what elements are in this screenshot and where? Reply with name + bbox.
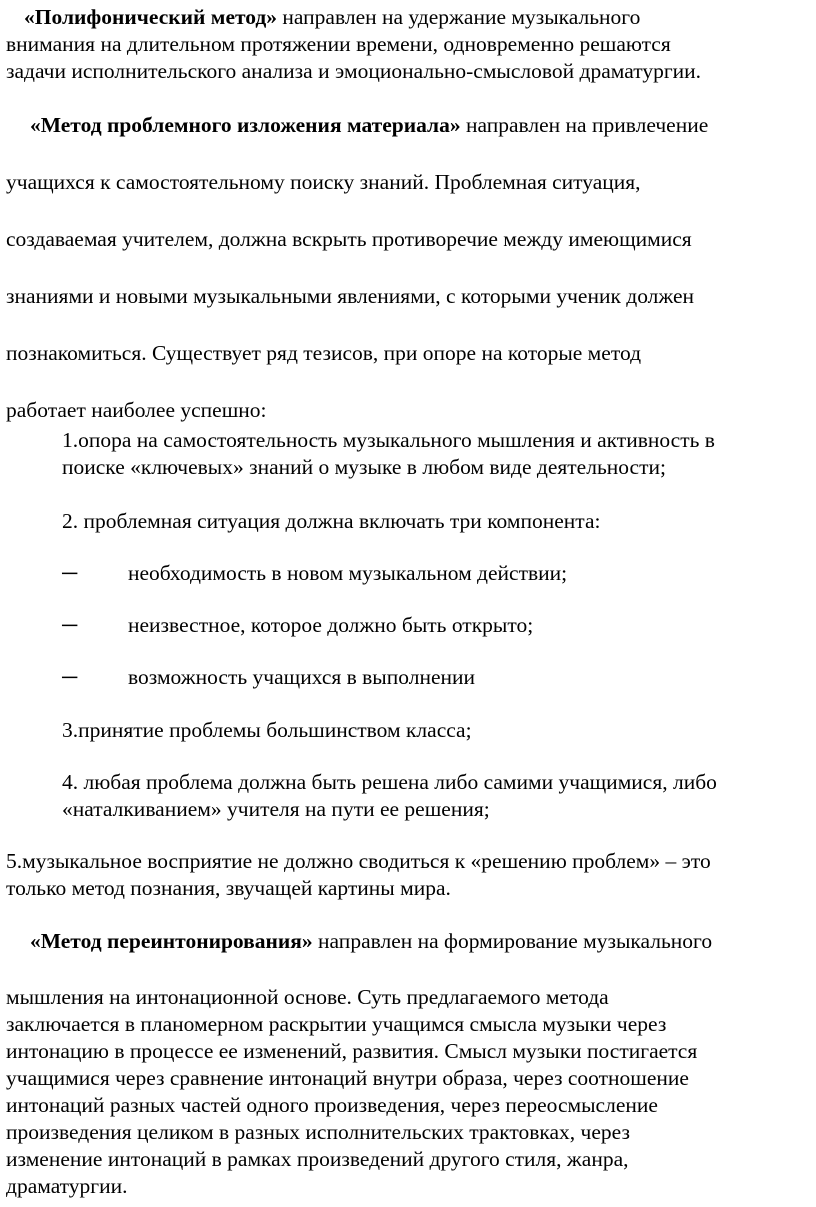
paragraph-line: изменение интонаций в рамках произведений другого стиля, жанра, (6, 1147, 629, 1171)
term-reintonation-method: «Метод переинтонирования» (30, 929, 313, 953)
term-problem-method: «Метод проблемного изложения материала» (30, 113, 461, 137)
paragraph-line: познакомиться. Существует ряд тезисов, при опоре на которые метод (6, 341, 642, 365)
paragraph-line: учащимися через сравнение интонаций внутри образа, через соотношение (6, 1066, 689, 1090)
paragraph-line: знаниями и новыми музыкальными явлениями, с которыми ученик должен (6, 284, 695, 308)
paragraph-line: создаваемая учителем, должна вскрыть противоречие между имеющимися (6, 227, 692, 251)
paragraph-line: заключается в планомерном раскрытии учащимся смысла музыки через (6, 1012, 667, 1036)
list-item-1: 1.опора на самостоятельность музыкального мышления и активность в поиске «ключевых» знаний о музыке в любом виде деятельности; (62, 428, 715, 479)
paragraph-reintonation-body (6, 984, 806, 1200)
paragraph-line: драматургии. (6, 1174, 128, 1198)
paragraph-line: «Метод проблемного изложения материала» направлен на привлечение (30, 113, 709, 137)
paragraph-polyphonic-method (6, 4, 806, 85)
list-item-5: 5.музыкальное восприятие не должно сводиться к «решению проблем» – это только метод познания, звучащей картины мира. (6, 849, 711, 900)
paragraph-line: работает наиболее успешно: (6, 398, 267, 422)
paragraph-line: интонаций разных частей одного произведения, через переосмысление (6, 1093, 658, 1117)
paragraph-line: учащихся к самостоятельному поиску знаний. Проблемная ситуация, (6, 170, 641, 194)
paragraph-line: «Полифонический метод» направлен на удержание музыкального (24, 5, 641, 29)
dash-marker: ─ (62, 613, 78, 637)
paragraph-line: мышления на интонационной основе. Суть предлагаемого метода (6, 985, 609, 1009)
list-item-3: 3.принятие проблемы большинством класса; (62, 718, 472, 742)
paragraph-line: внимания на длительном протяжении времени, одновременно решаются (6, 32, 671, 56)
dash-marker: ─ (62, 561, 78, 585)
term-polyphonic-method: «Полифонический метод» (24, 5, 278, 29)
list-item-2: 2. проблемная ситуация должна включать три компонента: (62, 509, 601, 533)
paragraph-line: интонацию в процессе ее изменений, развития. Смысл музыки постигается (6, 1039, 698, 1063)
dash-item-2: ─ неизвестное, которое должно быть открыто; (62, 613, 534, 637)
paragraph-line: задачи исполнительского анализа и эмоционально-смысловой драматургии. (6, 59, 702, 83)
paragraph-line: произведения целиком в разных исполнительских трактовках, через (6, 1120, 630, 1144)
dash-item-1: ─ необходимость в новом музыкальном действии; (62, 561, 568, 585)
paragraph-reintonation-heading: «Метод переинтонирования» направлен на формирование музыкального (30, 929, 713, 953)
dash-item-3: ─ возможность учащихся в выполнении (62, 665, 476, 689)
list-item-4: 4. любая проблема должна быть решена либо самими учащимися, либо «наталкиванием» учителя на пути ее решения; (62, 770, 717, 821)
paragraph-problem-method (6, 97, 806, 439)
dash-marker: ─ (62, 665, 78, 689)
